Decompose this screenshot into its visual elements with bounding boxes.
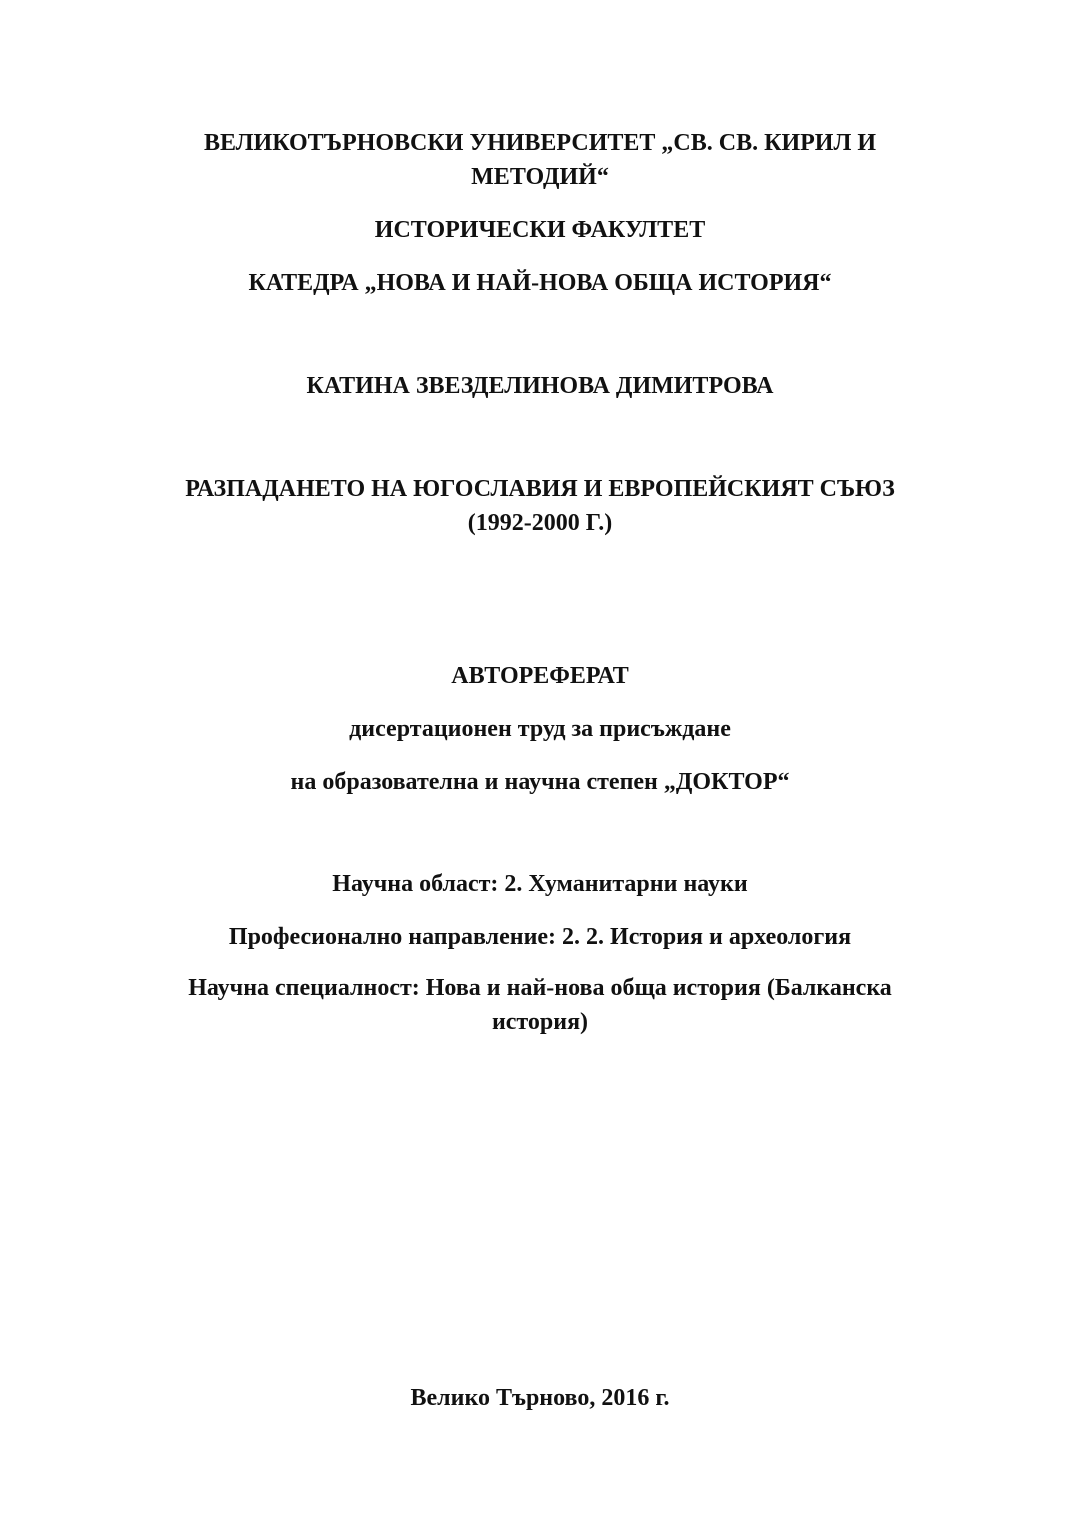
document-type: АВТОРЕФЕРАТ xyxy=(451,663,629,689)
professional-direction: Професионално направление: 2. 2. История и археология xyxy=(228,924,852,950)
faculty-name: ИСТОРИЧЕСКИ ФАКУЛТЕТ xyxy=(374,217,706,243)
purpose-line-1: дисертационен труд за присъждане xyxy=(349,716,731,742)
scientific-field: Научна област: 2. Хуманитарни науки xyxy=(332,871,748,897)
department-name: КАТЕДРА „НОВА И НАЙ-НОВА ОБЩА ИСТОРИЯ“ xyxy=(248,270,832,296)
dissertation-title-line-2: (1992-2000 Г.) xyxy=(467,510,613,536)
specialty-line-2: история) xyxy=(491,1009,589,1035)
university-name-line-1: ВЕЛИКОТЪРНОВСКИ УНИВЕРСИТЕТ „СВ. СВ. КИРИЛ И xyxy=(203,130,877,156)
university-name-line-2: МЕТОДИЙ“ xyxy=(471,164,609,190)
specialty-line-1: Научна специалност: Нова и най-нова обща история (Балканска xyxy=(188,975,892,1001)
place-and-year: Велико Търново, 2016 г. xyxy=(410,1385,670,1411)
dissertation-title-line-1: РАЗПАДАНЕТО НА ЮГОСЛАВИЯ И ЕВРОПЕЙСКИЯТ СЪЮЗ xyxy=(185,476,895,502)
purpose-line-2: на образователна и научна степен „ДОКТОР“ xyxy=(290,769,790,795)
author-name: КАТИНА ЗВЕЗДЕЛИНОВА ДИМИТРОВА xyxy=(306,373,774,399)
